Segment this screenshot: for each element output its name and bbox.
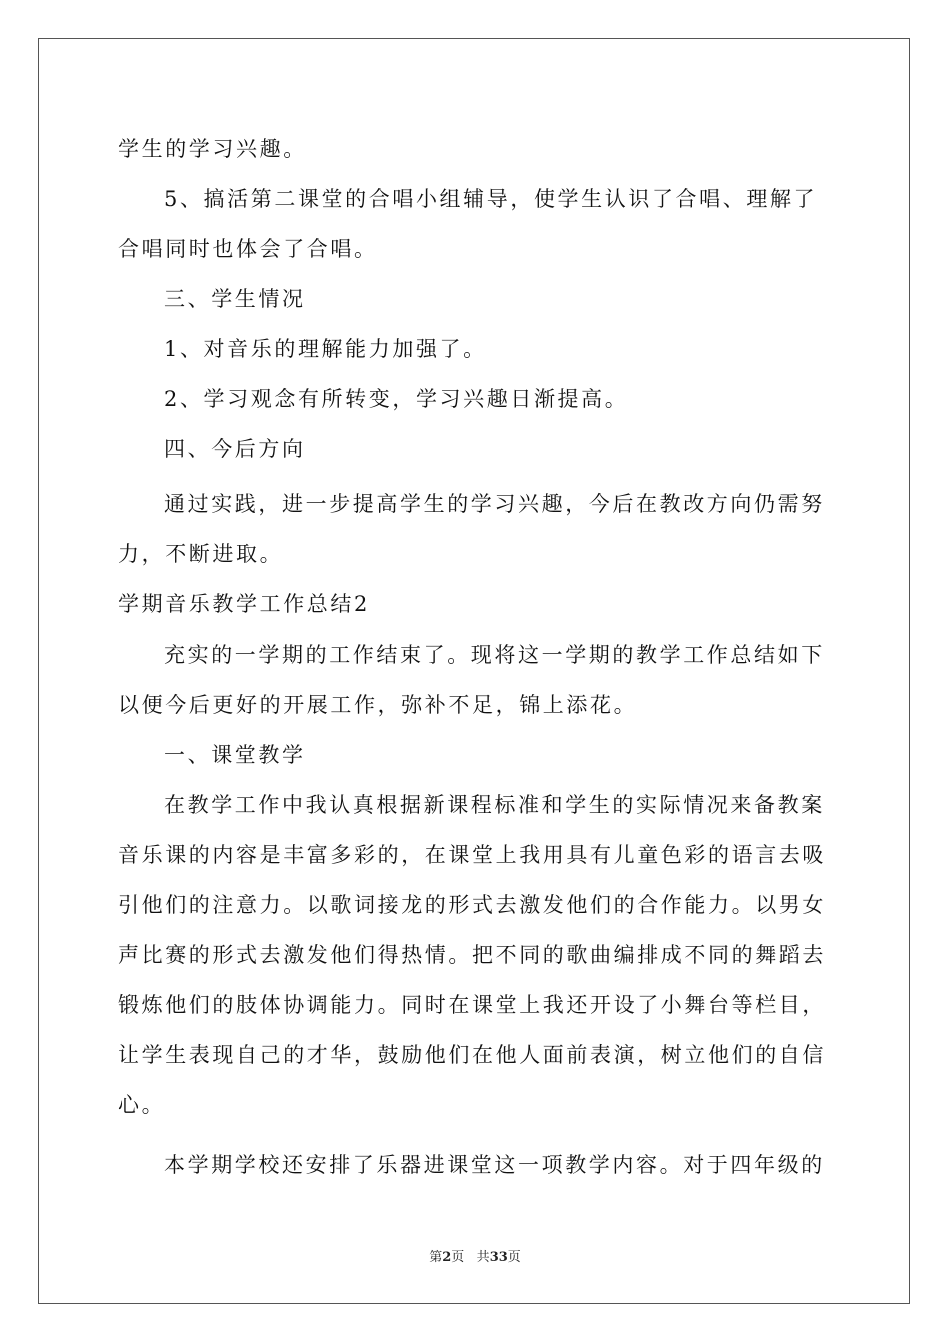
footer-total-suffix: 页: [507, 1250, 521, 1265]
text-line: 本学期学校还安排了乐器进课堂这一项教学内容。对于四年级的: [164, 1153, 825, 1177]
text-line: 三、学生情况: [164, 287, 306, 311]
text-line: 让学生表现自己的才华，鼓励他们在他人面前表演，树立他们的自信: [118, 1043, 826, 1067]
text-line: 通过实践，进一步提高学生的学习兴趣，今后在教改方向仍需努: [164, 492, 825, 516]
footer-total-prefix: 共: [476, 1250, 490, 1265]
footer-prefix: 第: [429, 1250, 443, 1265]
text-line: 四、今后方向: [164, 437, 306, 461]
text-line: 合唱同时也体会了合唱。: [118, 237, 378, 261]
text-line: 心。: [118, 1093, 166, 1117]
page-footer: [0, 1246, 950, 1265]
text-line: 5、搞活第二课堂的合唱小组辅导，使学生认识了合唱、理解了: [164, 187, 818, 211]
text-line: 学生的学习兴趣。: [118, 137, 307, 161]
text-line: 锻炼他们的肢体协调能力。同时在课堂上我还开设了小舞台等栏目，: [118, 993, 826, 1017]
footer-page-number: 2: [442, 1250, 452, 1265]
text-line: 学期音乐教学工作总结2: [118, 592, 370, 616]
text-line: 力，不断进取。: [118, 542, 284, 566]
text-line: 以便今后更好的开展工作，弥补不足，锦上添花。: [118, 693, 638, 717]
text-line: 在教学工作中我认真根据新课程标准和学生的实际情况来备教案: [164, 793, 825, 817]
text-line: 1、对音乐的理解能力加强了。: [164, 337, 487, 361]
text-line: 一、课堂教学: [164, 743, 306, 767]
footer-total-pages: 33: [489, 1250, 508, 1265]
text-line: 音乐课的内容是丰富多彩的，在课堂上我用具有儿童色彩的语言去吸: [118, 843, 826, 867]
text-line: 2、学习观念有所转变，学习兴趣日渐提高。: [164, 387, 629, 411]
text-line: 声比赛的形式去激发他们得热情。把不同的歌曲编排成不同的舞蹈去: [118, 943, 826, 967]
footer-page-suffix: 页: [451, 1250, 465, 1265]
text-line: 充实的一学期的工作结束了。现将这一学期的教学工作总结如下: [164, 643, 825, 667]
text-line: 引他们的注意力。以歌词接龙的形式去激发他们的合作能力。以男女: [118, 893, 826, 917]
